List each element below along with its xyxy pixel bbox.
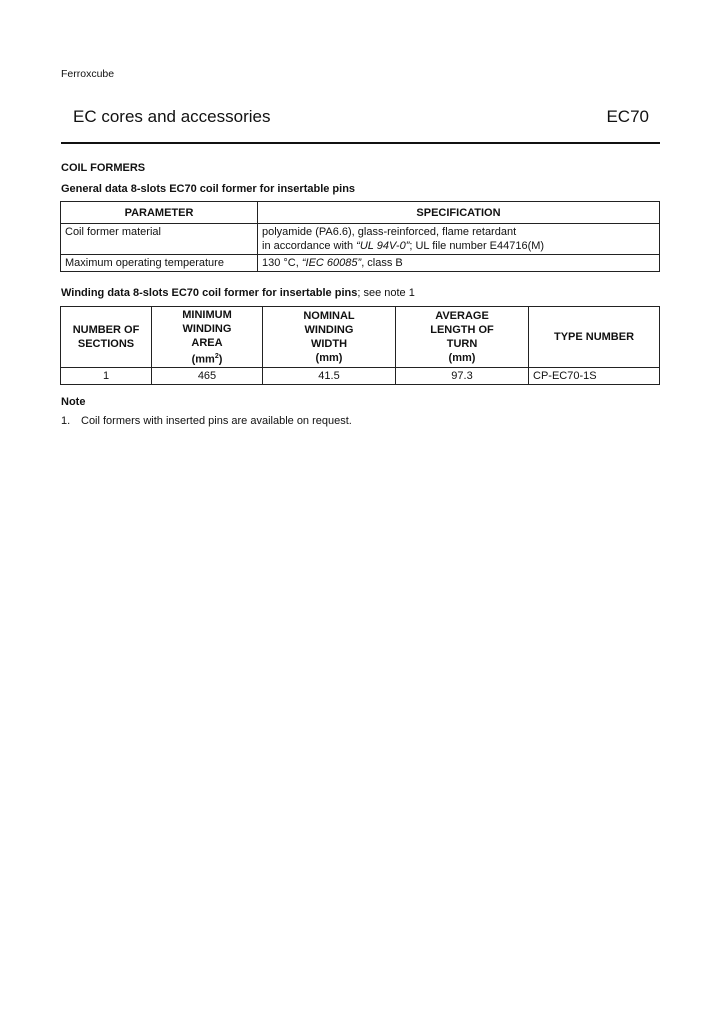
- param-cell: Maximum operating temperature: [61, 255, 258, 272]
- note-heading: Note: [61, 396, 86, 408]
- general-data-table: [60, 201, 660, 272]
- core-code: EC70: [606, 107, 649, 126]
- sections-cell: 1: [61, 368, 152, 385]
- section-title: COIL FORMERS: [61, 162, 146, 174]
- page-title: EC cores and accessories: [73, 107, 271, 126]
- column-header-width: NOMINAL WINDING WIDTH (mm): [263, 307, 396, 368]
- note-item: [61, 415, 352, 427]
- spec-text: in accordance with: [262, 240, 357, 252]
- caption-bold: Winding data 8-slots EC70 coil former for insertable pins: [61, 287, 358, 299]
- type-number-cell: CP-EC70-1S: [529, 368, 660, 385]
- column-header-area: MINIMUM WINDING AREA $(mm^2)$: [152, 307, 263, 368]
- brand-name: Ferroxcube: [61, 68, 115, 80]
- general-data-caption: General data 8-slots EC70 coil former for insertable pins: [61, 183, 356, 195]
- column-header: SPECIFICATION: [258, 202, 660, 224]
- caption-note-ref: ; see note 1: [357, 287, 415, 299]
- column-header-turn: AVERAGE LENGTH OF TURN (mm): [396, 307, 529, 368]
- spec-standard: “UL 94V-0”: [356, 240, 410, 252]
- note-text: Coil formers with inserted pins are available on request.: [81, 415, 352, 427]
- spec-text: 130 °C,: [262, 257, 302, 269]
- table-header-row: [61, 307, 660, 368]
- spec-text: polyamide (PA6.6), glass-reinforced, flame retardant: [262, 226, 517, 238]
- area-cell: 465: [152, 368, 263, 385]
- turn-cell: 97.3: [396, 368, 529, 385]
- note-number: 1.: [61, 415, 71, 427]
- table-row: [61, 255, 660, 272]
- param-cell: Coil former material: [61, 224, 258, 255]
- width-cell: 41.5: [263, 368, 396, 385]
- spec-cell: [258, 224, 660, 255]
- column-header-sections: NUMBER OF SECTIONS: [61, 307, 152, 368]
- spec-text: , class B: [361, 257, 403, 269]
- column-header: PARAMETER: [61, 202, 258, 224]
- header-divider: [61, 142, 660, 144]
- spec-standard: “IEC 60085”: [301, 257, 362, 269]
- column-header-type: TYPE NUMBER: [529, 307, 660, 368]
- table-row: [61, 224, 660, 255]
- spec-cell: [258, 255, 660, 272]
- table-row: [61, 368, 660, 385]
- winding-data-table: [60, 306, 660, 385]
- table-header-row: [61, 202, 660, 224]
- spec-text: ; UL file number E44716(M): [409, 240, 545, 252]
- winding-data-caption: [61, 287, 415, 299]
